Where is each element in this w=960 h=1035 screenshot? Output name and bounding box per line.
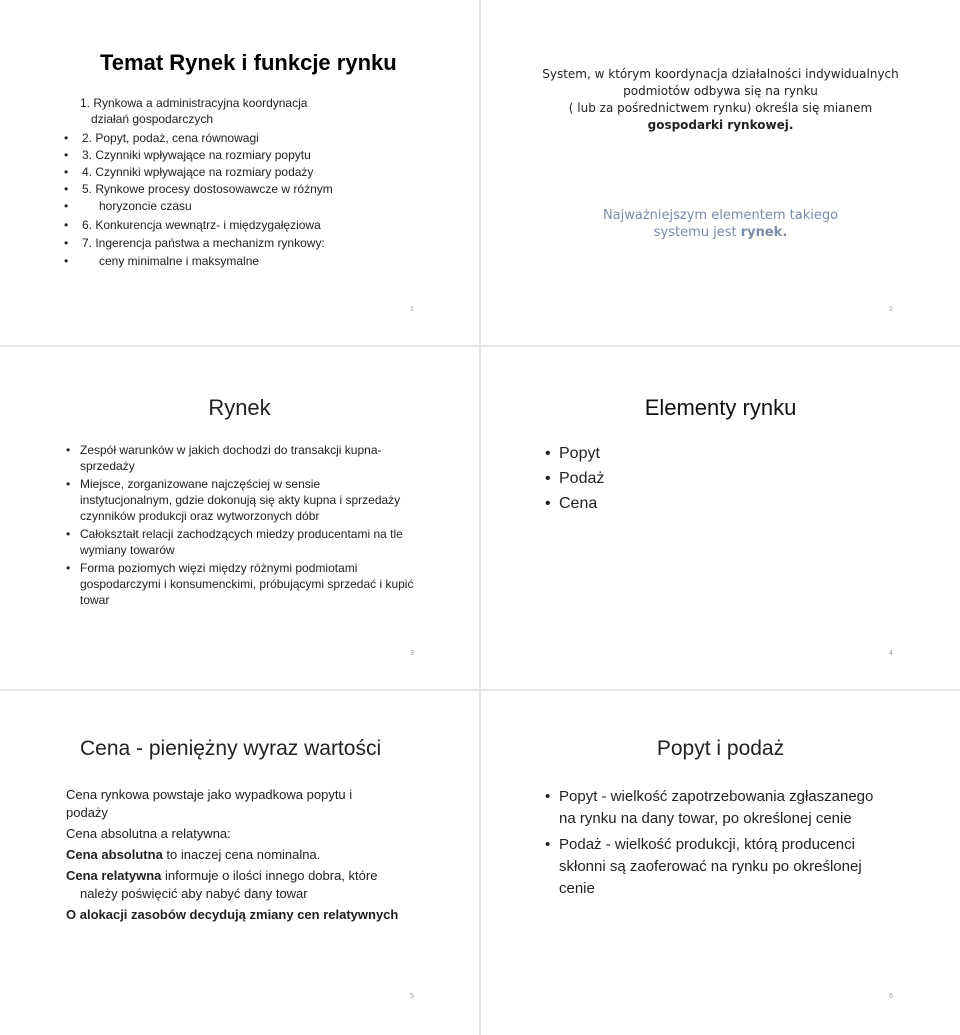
- agenda-item: 3. Czynniki wpływające na rozmiary popytu: [82, 148, 311, 162]
- slide-4: [481, 347, 960, 689]
- text-line: Cena rynkowa powstaje jako wypadkowa popytu i: [66, 787, 353, 802]
- text-line: należy poświęcić aby nabyć dany towar: [80, 886, 308, 901]
- agenda-item: 7. Ingerencja państwa a mechanizm rynkowy:: [82, 236, 325, 250]
- slide-number: 1: [410, 306, 414, 313]
- agenda-item: 2. Popyt, podaż, cena równowagi: [82, 131, 259, 145]
- slide-3: [0, 347, 479, 689]
- agenda-item: 5. Rynkowe procesy dostosowawcze w różnym: [82, 182, 333, 196]
- text-line: Cena absolutna a relatywna:: [66, 826, 231, 841]
- text-line: O alokacji zasobów decydują zmiany cen relatywnych: [66, 907, 399, 922]
- slide-6-title: Popyt i podaż: [656, 737, 785, 760]
- agenda-item: horyzoncie czasu: [99, 199, 192, 213]
- list-item: • Popyt - wielkość zapotrzebowania zgłaszanego na rynku na dany towar, po określonej cenie: [559, 786, 949, 830]
- slide-number: 5: [410, 993, 414, 1000]
- market-definition: [481, 66, 960, 134]
- market-definitions-list: [80, 442, 470, 608]
- slide-4-title: Elementy rynku: [644, 395, 797, 420]
- definition-line: podmiotów odbywa się na rynku: [623, 84, 818, 98]
- list-item: • Podaż - wielkość produkcji, którą producenci skłonni są zaoferować na rynku po określonej cenie: [559, 834, 949, 900]
- slide-1-title: Temat Rynek i funkcje rynku: [100, 50, 397, 75]
- text-line: Cena absolutna to inaczej cena nominalna.: [66, 847, 321, 862]
- slide-number: 6: [889, 993, 893, 1000]
- slide-5: [0, 691, 479, 1035]
- note-line: Najważniejszym elementem takiego: [602, 208, 839, 223]
- agenda-item: 4. Czynniki wpływające na rozmiary podaży: [82, 165, 314, 179]
- slide-1: Temat Rynek i funkcje rynku 1. Rynkowa a administracyjna koordynacja działań gospodarczych • 2. Popyt, podaż, cena równowagi • 3. Czynniki wpływające na rozmiary popytu • 4. Czynniki wpływające na rozmiary podaży • 5. Rynkowe procesy dostosowawcze w różnym • horyzoncie czasu • 6. Konkurencja wewnątrz- i międzygałęziowa • 7. Ingerencja państwa a mechanizm rynkowy: • ceny minimalne i maksymalne 1: [0, 0, 479, 345]
- supply-demand-list: [559, 786, 949, 900]
- list-item: • Miejsce, zorganizowane najczęściej w sensie instytucjonalnym, gdzie dokonują się akty kupna i sprzedaży czynników produkcji oraz wytworzonych dóbr: [80, 476, 470, 524]
- list-item: • Cena: [559, 491, 604, 516]
- list-item: • Zespół warunków w jakich dochodzi do transakcji kupna- sprzedaży: [80, 442, 470, 474]
- slide-3-title: Rynek: [208, 395, 271, 420]
- list-item: • Całokształt relacji zachodzących miedzy producentami na tle wymiany towarów: [80, 526, 470, 558]
- text-line: podaży: [66, 805, 108, 820]
- slide-number: 4: [889, 650, 893, 657]
- price-notes: [66, 786, 466, 924]
- note-line: systemu jest rynek.: [653, 225, 788, 240]
- list-item: • Forma poziomych więzi między różnymi podmiotami gospodarczymi i konsumenckimi, próbującymi sprzedać i kupić towar: [80, 560, 470, 608]
- agenda-item: działań gospodarczych: [91, 112, 214, 126]
- slide-number: 2: [889, 306, 893, 313]
- market-elements-list: [559, 441, 604, 516]
- key-element-note: [481, 207, 960, 241]
- definition-line: gospodarki rynkowej.: [647, 118, 794, 132]
- definition-line: ( lub za pośrednictwem rynku) określa się mianem: [568, 101, 873, 115]
- slide-number: 3: [410, 650, 414, 657]
- text-line: Cena relatywna informuje o ilości innego dobra, które: [66, 868, 378, 883]
- slide-6: [481, 691, 960, 1035]
- agenda-item: 1. Rynkowa a administracyjna koordynacja: [80, 96, 308, 110]
- agenda-item: ceny minimalne i maksymalne: [99, 254, 260, 268]
- list-item: • Podaż: [559, 466, 604, 491]
- slide-5-title: Cena - pieniężny wyraz wartości: [80, 737, 382, 760]
- list-item: • Popyt: [559, 441, 604, 466]
- slide-2: [481, 0, 960, 345]
- agenda-item: 6. Konkurencja wewnątrz- i międzygałęziowa: [82, 218, 321, 232]
- definition-line: System, w którym koordynacja działalności indywidualnych: [542, 67, 899, 81]
